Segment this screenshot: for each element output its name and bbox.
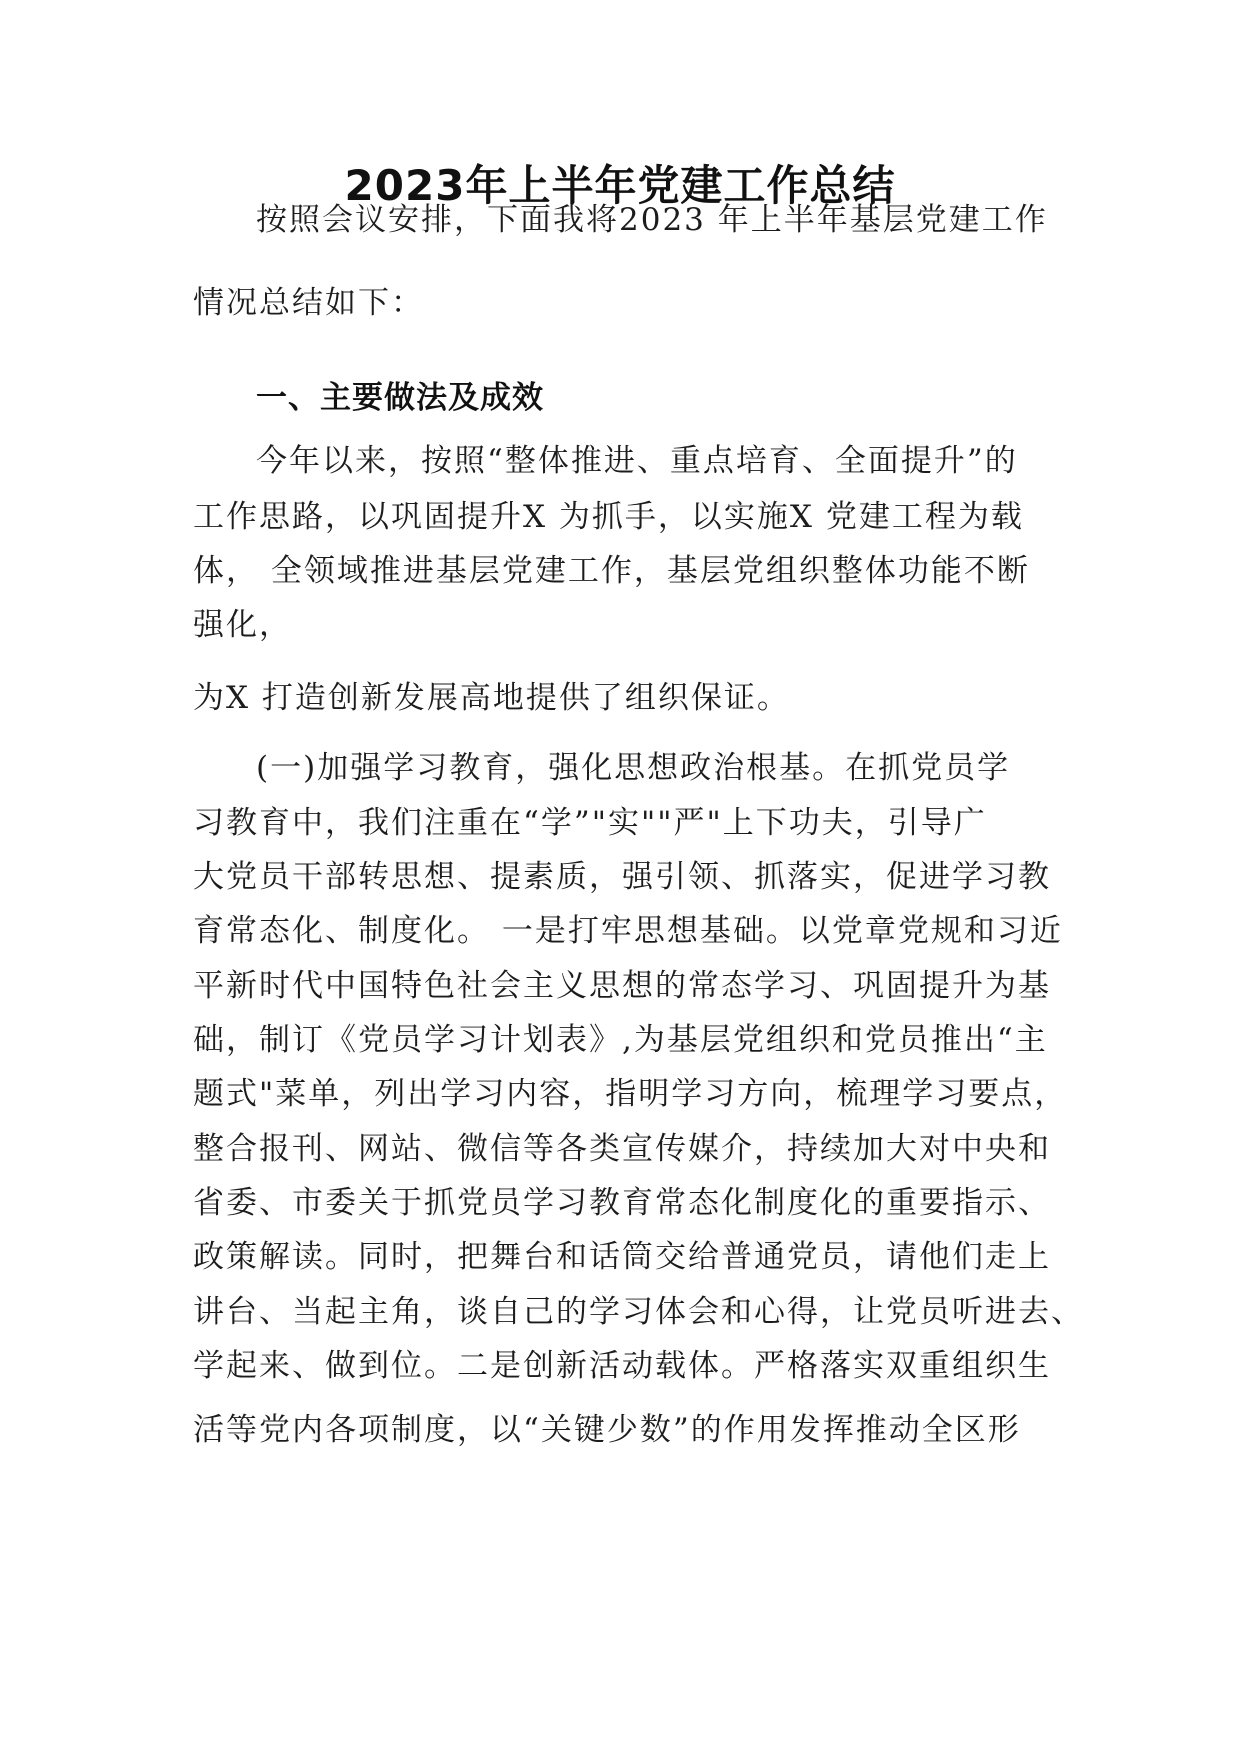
text-line: 工作思路，以巩固提升X 为抓手，以实施X 党建工程为载 [193, 499, 1024, 535]
text-line: 育常态化、制度化。 一是打牢思想基础。以党章党规和习近 [193, 913, 1063, 949]
text-line: 为X 打造创新发展高地提供了组织保证。 [193, 680, 790, 716]
text-line: 平新时代中国特色社会主义思想的常态学习、巩固提升为基 [193, 968, 1051, 1004]
text-line: 今年以来，按照“整体推进、重点培育、全面提升”的 [256, 443, 1018, 479]
text-line: 省委、市委关于抓党员学习教育常态化制度化的重要指示、 [193, 1185, 1051, 1221]
document-title: 2023年上半年党建工作总结 [344, 161, 896, 210]
text-line: 体， 全领域推进基层党建工作，基层党组织整体功能不断 [193, 553, 1030, 589]
text-line: 强化， [193, 607, 292, 643]
text-line: 讲台、当起主角，谈自己的学习体会和心得，让党员听进去、 [193, 1294, 1084, 1330]
text-line: 政策解读。同时，把舞台和话筒交给普通党员，请他们走上 [193, 1239, 1051, 1275]
text-line: 按照会议安排，下面我将2023 年上半年基层党建工作 [256, 202, 1048, 238]
text-line: 习教育中，我们注重在“学”"实""严"上下功夫，引导广 [193, 805, 987, 841]
text-line: 大党员干部转思想、提素质，强引领、抓落实，促进学习教 [193, 859, 1051, 895]
text-line: 题式"菜单，列出学习内容，指明学习方向，梳理学习要点， [193, 1076, 1068, 1112]
text-line: 情况总结如下： [193, 285, 424, 321]
text-line: 础，制订《党员学习计划表》,为基层党组织和党员推出“主 [193, 1022, 1048, 1058]
section-heading: 一、主要做法及成效 [256, 380, 544, 416]
text-line: 学起来、做到位。二是创新活动载体。严格落实双重组织生 [193, 1348, 1051, 1384]
subsection-line: (一)加强学习教育，强化思想政治根基。在抓党员学 [256, 750, 1011, 786]
text-line: 整合报刊、网站、微信等各类宣传媒介，持续加大对中央和 [193, 1131, 1051, 1167]
text-line: 活等党内各项制度，以“关键少数”的作用发挥推动全区形 [193, 1412, 1021, 1448]
